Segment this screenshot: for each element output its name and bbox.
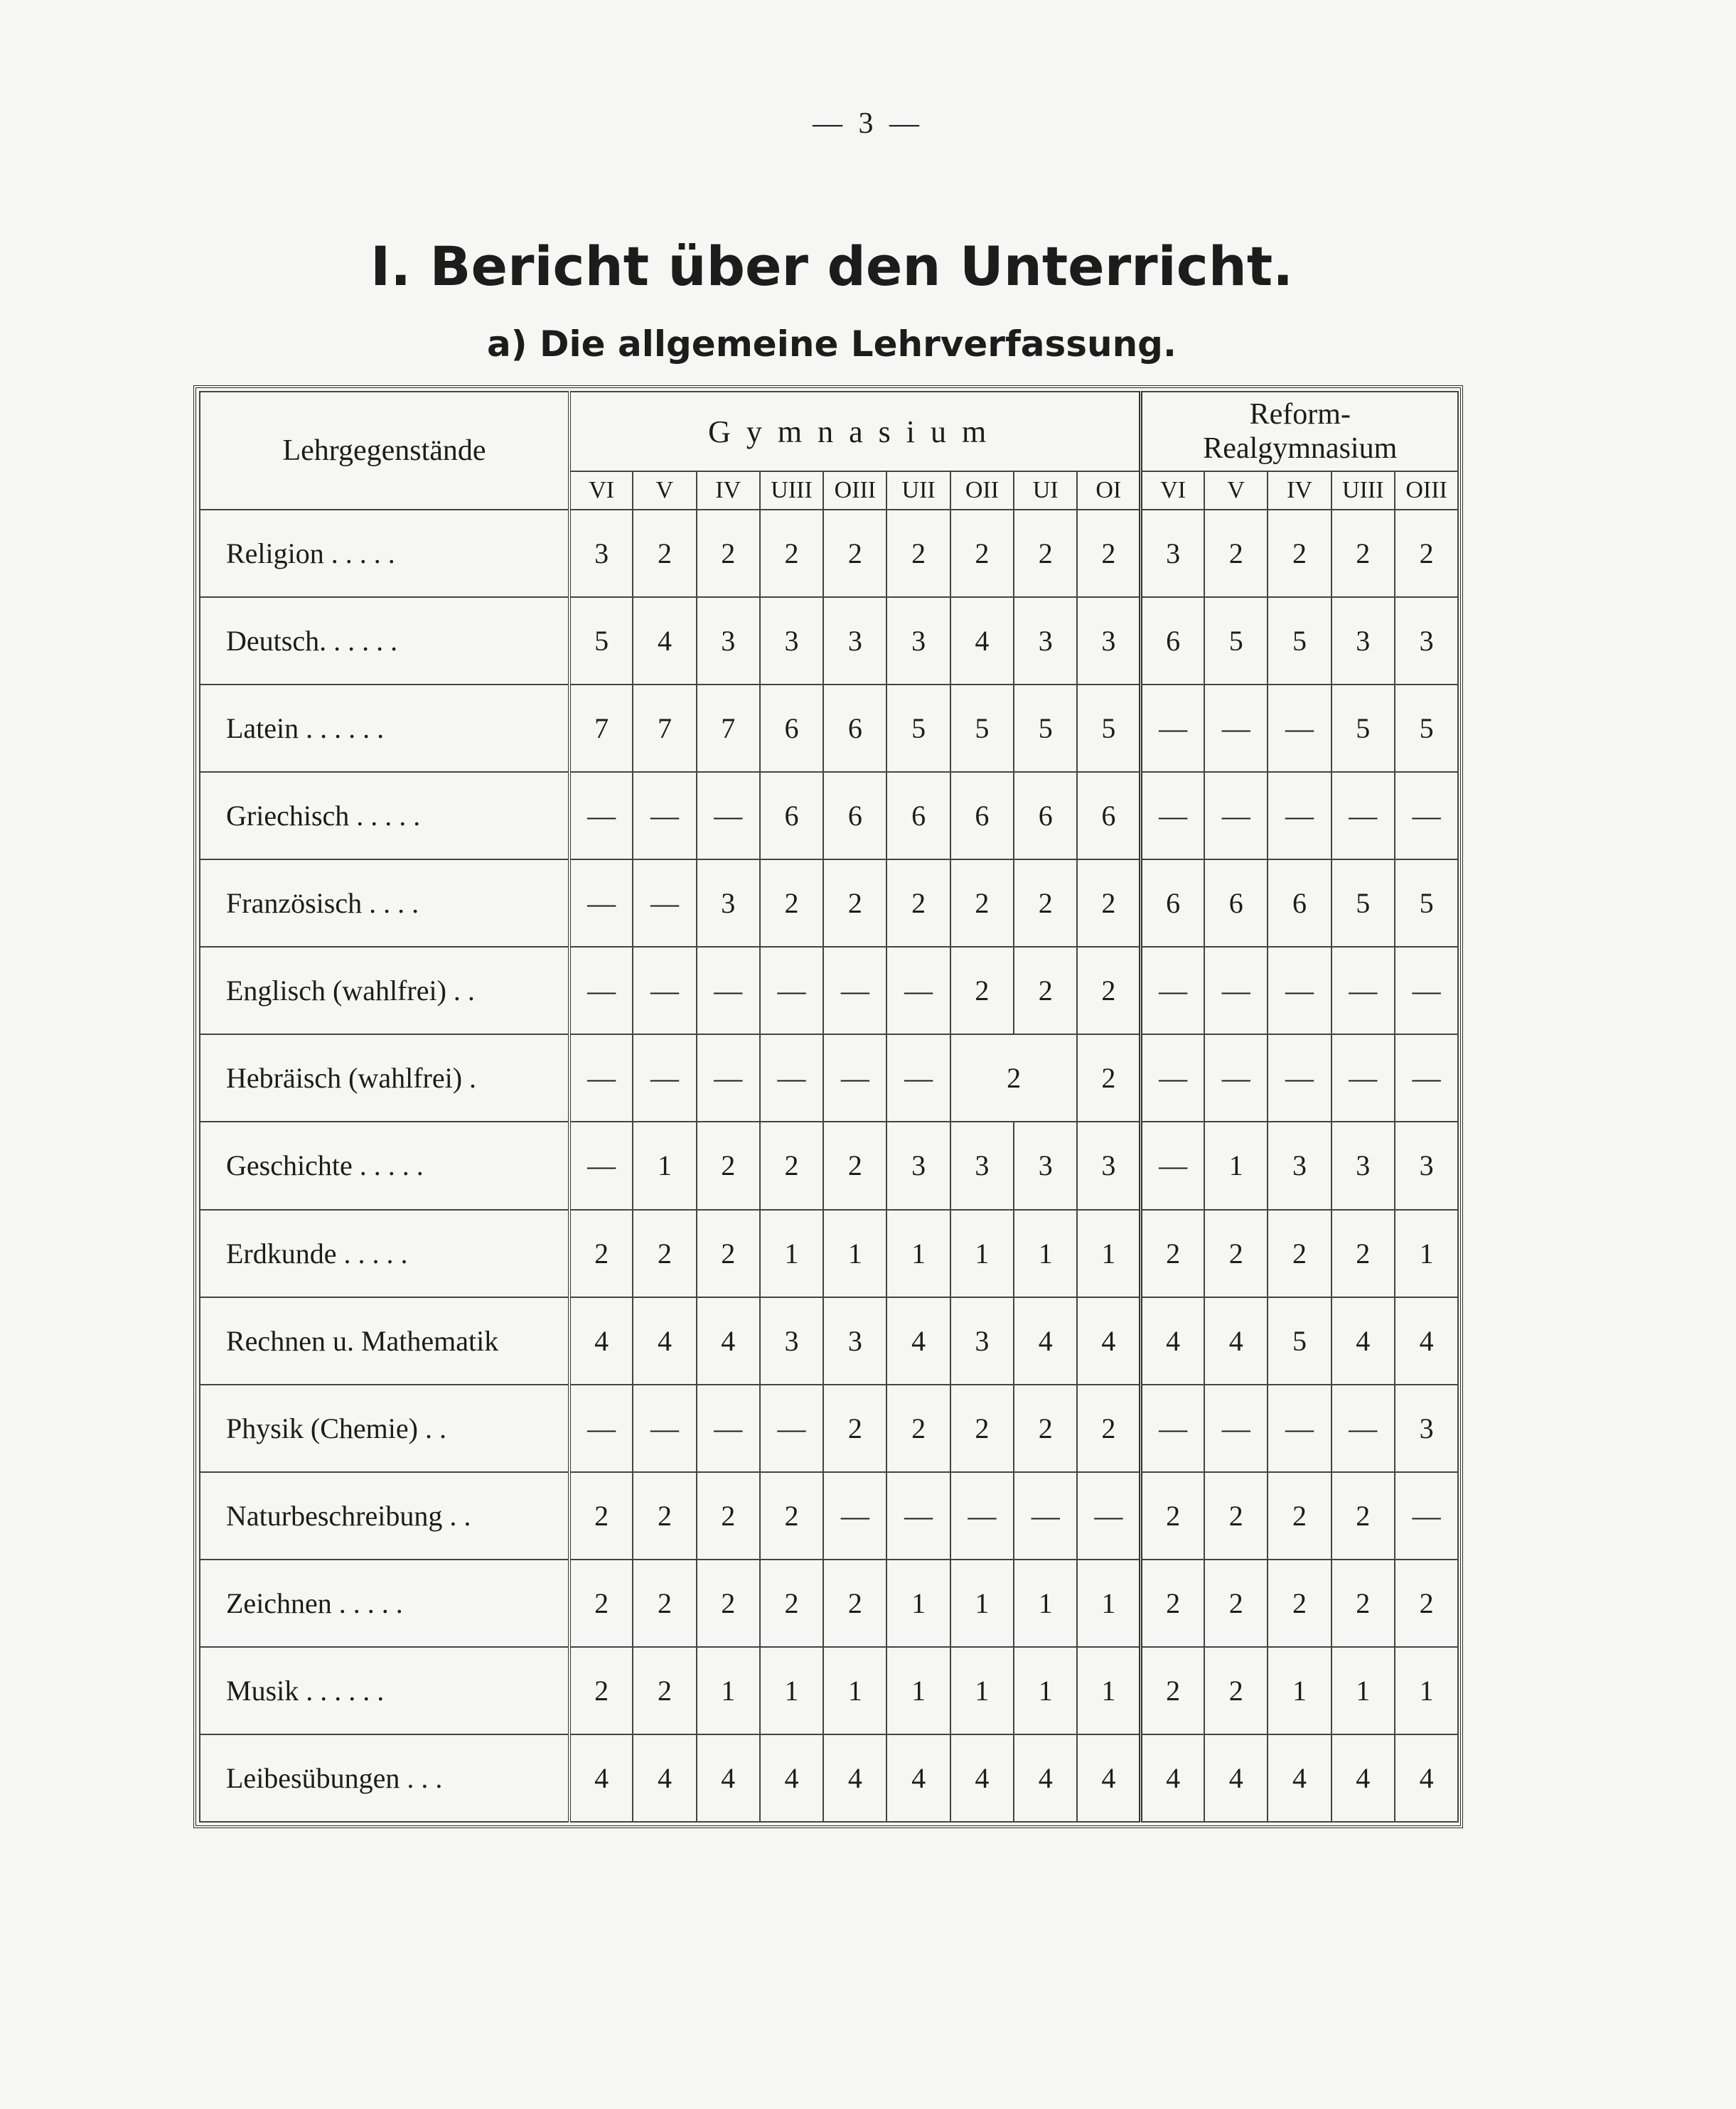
gymnasium-hours: 2: [697, 1560, 760, 1647]
reform-hours: —: [1141, 1034, 1204, 1122]
gymnasium-hours: 2: [886, 859, 950, 947]
gymnasium-hours: —: [760, 947, 823, 1034]
gymnasium-hours: 2: [950, 1034, 1078, 1122]
gymnasium-hours: 4: [1077, 1297, 1140, 1385]
gymnasium-hours: 2: [1077, 1034, 1140, 1122]
reform-hours: 2: [1332, 1560, 1395, 1647]
reform-hours: 3: [1395, 1122, 1458, 1209]
reform-hours: —: [1395, 1472, 1458, 1560]
reform-class-header: V: [1204, 471, 1268, 510]
gymnasium-hours: 2: [950, 1385, 1014, 1472]
gymnasium-hours: 2: [633, 1647, 696, 1734]
reform-hours: —: [1204, 685, 1268, 772]
gymnasium-hours: 5: [569, 597, 633, 685]
gym-class-header: OI: [1077, 471, 1140, 510]
gymnasium-hours: —: [950, 1472, 1014, 1560]
gymnasium-hours: 5: [1077, 685, 1140, 772]
gymnasium-hours: 4: [950, 597, 1014, 685]
subject-label: Französisch . . . .: [200, 859, 569, 947]
gymnasium-hours: 4: [950, 1734, 1014, 1822]
reform-hours: —: [1204, 947, 1268, 1034]
subject-label: Physik (Chemie) . .: [200, 1385, 569, 1472]
gymnasium-hours: 1: [760, 1647, 823, 1734]
reform-hours: 4: [1395, 1734, 1458, 1822]
subject-label: Religion . . . . .: [200, 510, 569, 597]
reform-hours: 2: [1268, 1210, 1331, 1297]
gymnasium-hours: 2: [823, 1560, 886, 1647]
gymnasium-hours: 2: [760, 1122, 823, 1209]
gymnasium-hours: 4: [633, 597, 696, 685]
gymnasium-hours: 2: [697, 1122, 760, 1209]
gymnasium-hours: 3: [1077, 597, 1140, 685]
gymnasium-hours: 2: [1014, 859, 1077, 947]
reform-class-header: VI: [1141, 471, 1204, 510]
gymnasium-hours: 1: [886, 1647, 950, 1734]
gymnasium-hours: —: [823, 1472, 886, 1560]
subject-label: Leibesübungen . . .: [200, 1734, 569, 1822]
gymnasium-hours: —: [633, 772, 696, 859]
reform-hours: —: [1332, 947, 1395, 1034]
page-number: — 3 —: [813, 107, 923, 140]
gymnasium-hours: —: [886, 1034, 950, 1122]
reform-hours: —: [1141, 1385, 1204, 1472]
reform-hours: 3: [1141, 510, 1204, 597]
gymnasium-hours: 1: [823, 1210, 886, 1297]
table-row: [200, 772, 1458, 859]
gymnasium-hours: 2: [950, 947, 1014, 1034]
gymnasium-hours: 4: [1014, 1734, 1077, 1822]
gymnasium-hours: 2: [569, 1210, 633, 1297]
gymnasium-hours: 4: [823, 1734, 886, 1822]
reform-header-line1: Reform-: [1249, 398, 1351, 431]
gymnasium-hours: —: [633, 947, 696, 1034]
reform-hours: 2: [1204, 510, 1268, 597]
reform-hours: 2: [1141, 1210, 1204, 1297]
reform-hours: —: [1204, 772, 1268, 859]
gymnasium-hours: 2: [633, 1472, 696, 1560]
gymnasium-hours: 2: [697, 510, 760, 597]
reform-hours: —: [1268, 1385, 1331, 1472]
gymnasium-hours: —: [569, 947, 633, 1034]
gymnasium-hours: —: [569, 1034, 633, 1122]
gymnasium-hours: 3: [697, 859, 760, 947]
gymnasium-hours: 2: [760, 510, 823, 597]
reform-hours: 3: [1395, 597, 1458, 685]
gymnasium-hours: 2: [823, 1385, 886, 1472]
subject-label: Musik . . . . . .: [200, 1647, 569, 1734]
reform-hours: 4: [1141, 1734, 1204, 1822]
gymnasium-hours: —: [886, 1472, 950, 1560]
gymnasium-hours: 7: [697, 685, 760, 772]
gymnasium-hours: 4: [633, 1297, 696, 1385]
reform-hours: 2: [1204, 1210, 1268, 1297]
table-row: [200, 1297, 1458, 1385]
gymnasium-hours: 3: [760, 1297, 823, 1385]
gymnasium-hours: 4: [886, 1734, 950, 1822]
reform-hours: —: [1332, 772, 1395, 859]
reform-hours: —: [1141, 947, 1204, 1034]
gymnasium-hours: 2: [1014, 947, 1077, 1034]
subject-label: Hebräisch (wahlfrei) .: [200, 1034, 569, 1122]
table-row: [200, 685, 1458, 772]
reform-hours: 1: [1332, 1647, 1395, 1734]
reform-hours: 2: [1268, 1472, 1331, 1560]
gym-class-header: VI: [569, 471, 633, 510]
reform-hours: —: [1332, 1034, 1395, 1122]
reform-hours: 1: [1268, 1647, 1331, 1734]
gymnasium-hours: 2: [950, 859, 1014, 947]
subject-label: Griechisch . . . . .: [200, 772, 569, 859]
table-row: [200, 859, 1458, 947]
gymnasium-hours: 6: [760, 772, 823, 859]
reform-hours: —: [1395, 772, 1458, 859]
gymnasium-hours: 1: [950, 1210, 1014, 1297]
reform-hours: —: [1268, 947, 1331, 1034]
gymnasium-hours: 4: [760, 1734, 823, 1822]
gym-class-header: V: [633, 471, 696, 510]
reform-hours: 2: [1204, 1472, 1268, 1560]
gymnasium-hours: 2: [697, 1472, 760, 1560]
gymnasium-hours: 3: [569, 510, 633, 597]
gymnasium-hours: 2: [569, 1647, 633, 1734]
reform-hours: 2: [1204, 1560, 1268, 1647]
reform-hours: —: [1141, 1122, 1204, 1209]
reform-header-line2: Realgymnasium: [1203, 432, 1398, 465]
gymnasium-hours: 2: [569, 1560, 633, 1647]
reform-hours: 4: [1268, 1734, 1331, 1822]
gymnasium-hours: 4: [569, 1734, 633, 1822]
report-title: I. Bericht über den Unterricht.: [370, 235, 1294, 298]
gymnasium-hours: 1: [760, 1210, 823, 1297]
table-row: [200, 1647, 1458, 1734]
gym-class-header: IV: [697, 471, 760, 510]
gym-class-header: UI: [1014, 471, 1077, 510]
gymnasium-hours: —: [1077, 1472, 1140, 1560]
gymnasium-hours: —: [697, 772, 760, 859]
section-subtitle: a) Die allgemeine Lehrverfassung.: [487, 323, 1177, 365]
reform-class-header: OIII: [1395, 471, 1458, 510]
gymnasium-hours: —: [1014, 1472, 1077, 1560]
gymnasium-hours: —: [760, 1385, 823, 1472]
gymnasium-hours: 2: [697, 1210, 760, 1297]
gymnasium-hours: 3: [1077, 1122, 1140, 1209]
reform-hours: —: [1332, 1385, 1395, 1472]
reform-hours: 5: [1268, 1297, 1331, 1385]
subject-label: Latein . . . . . .: [200, 685, 569, 772]
reform-hours: 2: [1332, 1210, 1395, 1297]
reform-hours: 2: [1268, 1560, 1331, 1647]
gymnasium-hours: 4: [1077, 1734, 1140, 1822]
gymnasium-hours: 1: [823, 1647, 886, 1734]
subject-label: Geschichte . . . . .: [200, 1122, 569, 1209]
reform-hours: 1: [1395, 1647, 1458, 1734]
gymnasium-hours: 4: [569, 1297, 633, 1385]
gymnasium-hours: 7: [633, 685, 696, 772]
gym-class-header: UIII: [760, 471, 823, 510]
reform-hours: 2: [1395, 1560, 1458, 1647]
gymnasium-hours: 2: [823, 510, 886, 597]
subject-label: Deutsch. . . . . .: [200, 597, 569, 685]
gymnasium-hours: —: [633, 1034, 696, 1122]
subject-label: Erdkunde . . . . .: [200, 1210, 569, 1297]
reform-hours: 6: [1204, 859, 1268, 947]
gymnasium-hours: 1: [1077, 1560, 1140, 1647]
reform-hours: —: [1395, 1034, 1458, 1122]
reform-hours: 2: [1141, 1472, 1204, 1560]
gymnasium-hours: 1: [950, 1647, 1014, 1734]
reform-hours: —: [1268, 772, 1331, 859]
gymnasium-hours: 2: [1077, 859, 1140, 947]
gymnasium-hours: 1: [886, 1560, 950, 1647]
gymnasium-hours: —: [760, 1034, 823, 1122]
gymnasium-hours: 2: [1014, 1385, 1077, 1472]
reform-class-header: UIII: [1332, 471, 1395, 510]
table-row: [200, 1560, 1458, 1647]
gymnasium-hours: 5: [1014, 685, 1077, 772]
reform-hours: 2: [1332, 510, 1395, 597]
gymnasium-hours: 4: [697, 1297, 760, 1385]
reform-hours: 3: [1268, 1122, 1331, 1209]
reform-hours: 4: [1332, 1297, 1395, 1385]
table-body: [200, 510, 1458, 1822]
subjects-header: Lehrgegenstände: [200, 392, 569, 510]
gymnasium-hours: 3: [950, 1122, 1014, 1209]
subject-label: Englisch (wahlfrei) . .: [200, 947, 569, 1034]
reform-hours: 2: [1141, 1647, 1204, 1734]
gymnasium-hours: —: [569, 1385, 633, 1472]
gymnasium-hours: —: [886, 947, 950, 1034]
reform-hours: 3: [1332, 1122, 1395, 1209]
reform-hours: 6: [1268, 859, 1331, 947]
reform-hours: —: [1204, 1385, 1268, 1472]
reform-hours: 1: [1204, 1122, 1268, 1209]
reform-hours: 4: [1141, 1297, 1204, 1385]
gymnasium-hours: 6: [823, 772, 886, 859]
gymnasium-hours: —: [633, 859, 696, 947]
gymnasium-hours: 3: [760, 597, 823, 685]
gymnasium-hours: 2: [569, 1472, 633, 1560]
gymnasium-hours: 6: [760, 685, 823, 772]
reform-hours: 2: [1268, 510, 1331, 597]
reform-hours: 5: [1204, 597, 1268, 685]
gymnasium-hours: 2: [1077, 947, 1140, 1034]
table-row: [200, 947, 1458, 1034]
gymnasium-hours: 6: [886, 772, 950, 859]
reform-hours: 5: [1395, 859, 1458, 947]
gym-class-header: UII: [886, 471, 950, 510]
gym-class-header: OIII: [823, 471, 886, 510]
gymnasium-hours: 2: [633, 510, 696, 597]
subject-label: Zeichnen . . . . .: [200, 1560, 569, 1647]
gymnasium-hours: 1: [1077, 1647, 1140, 1734]
reform-hours: 2: [1395, 510, 1458, 597]
gymnasium-hours: 1: [1077, 1210, 1140, 1297]
subject-label: Rechnen u. Mathematik: [200, 1297, 569, 1385]
reform-hours: 4: [1204, 1297, 1268, 1385]
gymnasium-hours: 3: [823, 597, 886, 685]
gymnasium-hours: 2: [886, 510, 950, 597]
gym-class-header: OII: [950, 471, 1014, 510]
reform-hours: 4: [1332, 1734, 1395, 1822]
gymnasium-hours: —: [697, 947, 760, 1034]
gymnasium-hours: 1: [1014, 1647, 1077, 1734]
gymnasium-hours: 1: [1014, 1210, 1077, 1297]
gymnasium-hours: 4: [633, 1734, 696, 1822]
reform-hours: 5: [1395, 685, 1458, 772]
reform-hours: —: [1204, 1034, 1268, 1122]
table-row: [200, 1122, 1458, 1209]
gymnasium-hours: 2: [633, 1210, 696, 1297]
reform-hours: —: [1268, 1034, 1331, 1122]
reform-hours: 6: [1141, 597, 1204, 685]
gymnasium-hours: 3: [886, 597, 950, 685]
reform-hours: 3: [1332, 597, 1395, 685]
gymnasium-hours: 5: [950, 685, 1014, 772]
gymnasium-hours: 3: [1014, 1122, 1077, 1209]
reform-hours: 2: [1332, 1472, 1395, 1560]
gymnasium-hours: 3: [697, 597, 760, 685]
table-row: [200, 1034, 1458, 1122]
gymnasium-hours: 7: [569, 685, 633, 772]
gymnasium-hours: 3: [886, 1122, 950, 1209]
gymnasium-hours: 1: [633, 1122, 696, 1209]
gymnasium-hours: —: [697, 1034, 760, 1122]
gymnasium-hours: 1: [697, 1647, 760, 1734]
reform-hours: —: [1141, 685, 1204, 772]
gymnasium-hours: 5: [886, 685, 950, 772]
reform-hours: 5: [1268, 597, 1331, 685]
gymnasium-hours: 4: [1014, 1297, 1077, 1385]
gymnasium-hours: 1: [1014, 1560, 1077, 1647]
reform-hours: 5: [1332, 859, 1395, 947]
gymnasium-hours: 2: [1077, 1385, 1140, 1472]
gymnasium-hours: 6: [950, 772, 1014, 859]
gymnasium-hours: 2: [886, 1385, 950, 1472]
table-row: [200, 1385, 1458, 1472]
gymnasium-hours: 2: [760, 1560, 823, 1647]
reform-hours: 4: [1204, 1734, 1268, 1822]
gymnasium-hours: 2: [1014, 510, 1077, 597]
gymnasium-hours: 1: [950, 1560, 1014, 1647]
table-row: [200, 1210, 1458, 1297]
gymnasium-hours: 1: [886, 1210, 950, 1297]
gymnasium-hours: —: [823, 947, 886, 1034]
curriculum-table: [199, 391, 1459, 1823]
gymnasium-header: Gymnasium: [569, 392, 1141, 471]
gymnasium-hours: —: [569, 772, 633, 859]
gymnasium-hours: 2: [760, 1472, 823, 1560]
gymnasium-hours: 6: [1077, 772, 1140, 859]
reform-hours: 4: [1395, 1297, 1458, 1385]
reform-class-header: IV: [1268, 471, 1331, 510]
gymnasium-hours: —: [823, 1034, 886, 1122]
table-row: [200, 1472, 1458, 1560]
gymnasium-hours: 2: [823, 859, 886, 947]
reform-hours: 1: [1395, 1210, 1458, 1297]
reform-hours: 3: [1395, 1385, 1458, 1472]
gymnasium-hours: 2: [760, 859, 823, 947]
subject-label: Naturbeschreibung . .: [200, 1472, 569, 1560]
gymnasium-hours: 2: [823, 1122, 886, 1209]
reform-hours: 6: [1141, 859, 1204, 947]
reform-realgymnasium-header: [1141, 392, 1459, 471]
gymnasium-hours: 3: [950, 1297, 1014, 1385]
reform-hours: —: [1268, 685, 1331, 772]
reform-hours: 5: [1332, 685, 1395, 772]
gymnasium-hours: 2: [950, 510, 1014, 597]
gymnasium-hours: 4: [697, 1734, 760, 1822]
gymnasium-hours: 2: [1077, 510, 1140, 597]
gymnasium-hours: —: [569, 1122, 633, 1209]
table-row: [200, 597, 1458, 685]
gymnasium-hours: 6: [823, 685, 886, 772]
gymnasium-hours: —: [569, 859, 633, 947]
gymnasium-hours: 6: [1014, 772, 1077, 859]
gymnasium-hours: 3: [823, 1297, 886, 1385]
table-row: [200, 510, 1458, 597]
reform-hours: —: [1141, 772, 1204, 859]
gymnasium-hours: 3: [1014, 597, 1077, 685]
reform-hours: —: [1395, 947, 1458, 1034]
gymnasium-hours: —: [697, 1385, 760, 1472]
reform-hours: 2: [1204, 1647, 1268, 1734]
gymnasium-hours: 4: [886, 1297, 950, 1385]
gymnasium-hours: 2: [633, 1560, 696, 1647]
table-row: [200, 1734, 1458, 1822]
gymnasium-hours: —: [633, 1385, 696, 1472]
reform-hours: 2: [1141, 1560, 1204, 1647]
